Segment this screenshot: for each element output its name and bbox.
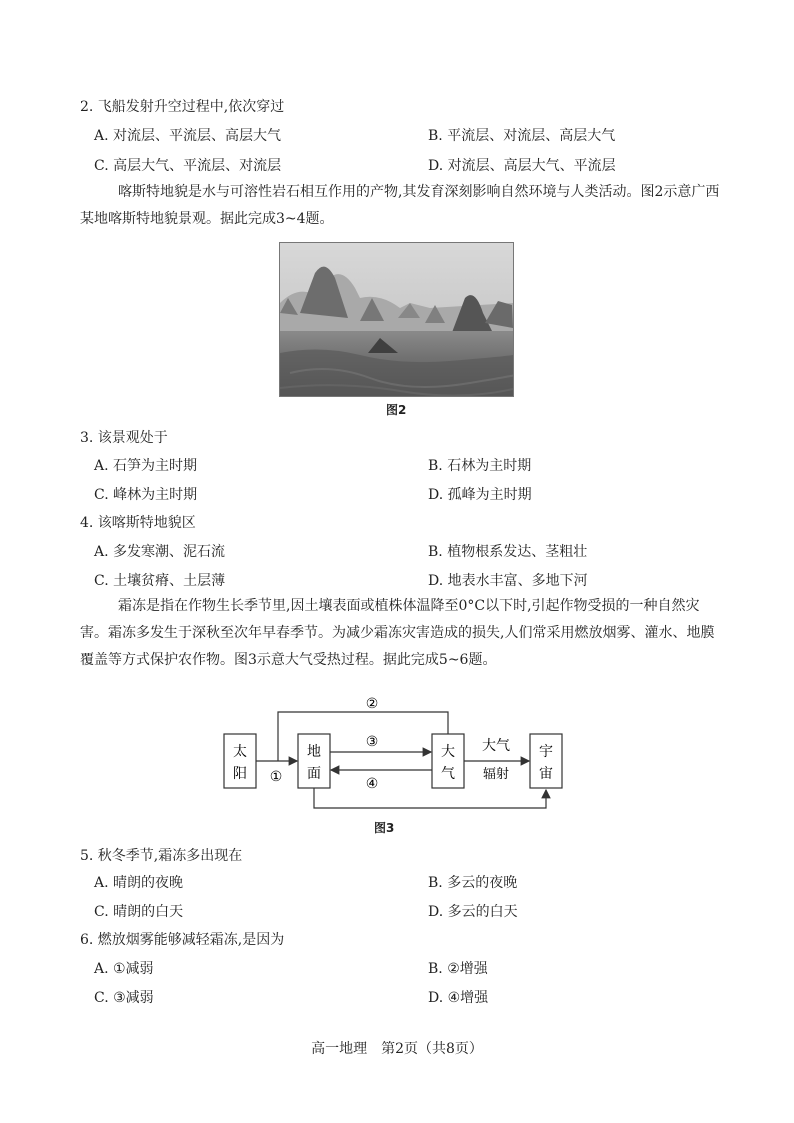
q6-stem: 6. 燃放烟雾能够减轻霜冻,是因为 [80, 932, 285, 948]
arrow-2 [278, 712, 448, 761]
space-label-2: 宙 [539, 766, 553, 782]
ground-label-2: 面 [307, 766, 321, 782]
q5-option-d: D. 多云的白天 [428, 904, 518, 920]
arrow-3-label: ③ [365, 734, 379, 750]
q2-option-c: C. 高层大气、平流层、对流层 [94, 158, 282, 174]
q3-option-c: C. 峰林为主时期 [94, 487, 198, 503]
q3-stem: 3. 该景观处于 [80, 430, 168, 446]
q5-option-b: B. 多云的夜晚 [428, 875, 518, 891]
atmosphere-label-1: 大 [441, 744, 455, 760]
arrow-4-label: ④ [365, 776, 379, 792]
q4-stem: 4. 该喀斯特地貌区 [80, 515, 196, 531]
q6-option-d: D. ④增强 [428, 990, 489, 1006]
q4-option-c: C. 土壤贫瘠、土层薄 [94, 573, 226, 589]
q3-option-b: B. 石林为主时期 [428, 458, 532, 474]
figure-3-caption: 图3 [374, 821, 395, 835]
figure-2-caption: 图2 [386, 403, 407, 417]
q5-option-a: A. 晴朗的夜晚 [94, 875, 184, 891]
atmosphere-heating-diagram [220, 690, 580, 819]
q3-option-a: A. 石笋为主时期 [94, 458, 198, 474]
q2-option-d: D. 对流层、高层大气、平流层 [428, 158, 616, 174]
q2-option-b: B. 平流层、对流层、高层大气 [428, 128, 616, 144]
arrow-2-label: ② [365, 696, 379, 712]
frost-passage: 霜冻是指在作物生长季节里,因土壤表面或植株体温降至0°C以下时,引起作物受损的一种自然灾害。霜冻多发生于深秋至次年早春季节。为减少霜冻灾害造成的损失,人们常采用燃放烟雾、灌水、地膜覆盖等方式保护农作物。图3示意大气受热过程。据此完成5~6题。 [80, 598, 715, 668]
q3-option-d: D. 孤峰为主时期 [428, 487, 532, 503]
ground-label-1: 地 [307, 744, 321, 760]
radiation-label-1: 大气 [482, 738, 510, 754]
sun-label-1: 太 [233, 744, 247, 760]
page-footer: 高一地理 第2页（共8页） [311, 1041, 483, 1057]
radiation-label-2: 辐射 [482, 767, 510, 782]
q4-option-a: A. 多发寒潮、泥石流 [94, 544, 226, 560]
q4-option-d: D. 地表水丰富、多地下河 [428, 573, 588, 589]
atmosphere-label-2: 气 [441, 766, 455, 782]
q6-option-a: A. ①减弱 [94, 961, 154, 977]
q4-option-b: B. 植物根系发达、茎粗壮 [428, 544, 588, 560]
q5-stem: 5. 秋冬季节,霜冻多出现在 [80, 848, 243, 864]
q2-option-a: A. 对流层、平流层、高层大气 [94, 128, 282, 144]
arrow-1-label: ① [269, 769, 283, 785]
ground-to-space-arrow [314, 788, 546, 808]
karst-passage: 喀斯特地貌是水与可溶性岩石相互作用的产物,其发育深刻影响自然环境与人类活动。图2示意广西某地喀斯特地貌景观。据此完成3~4题。 [80, 184, 720, 227]
q5-option-c: C. 晴朗的白天 [94, 904, 184, 920]
karst-landscape-photo [279, 242, 514, 397]
q6-option-c: C. ③减弱 [94, 990, 154, 1006]
q2-stem: 2. 飞船发射升空过程中,依次穿过 [80, 99, 285, 115]
space-label-1: 宇 [539, 744, 553, 760]
sun-label-2: 阳 [233, 766, 247, 782]
q6-option-b: B. ②增强 [428, 961, 488, 977]
